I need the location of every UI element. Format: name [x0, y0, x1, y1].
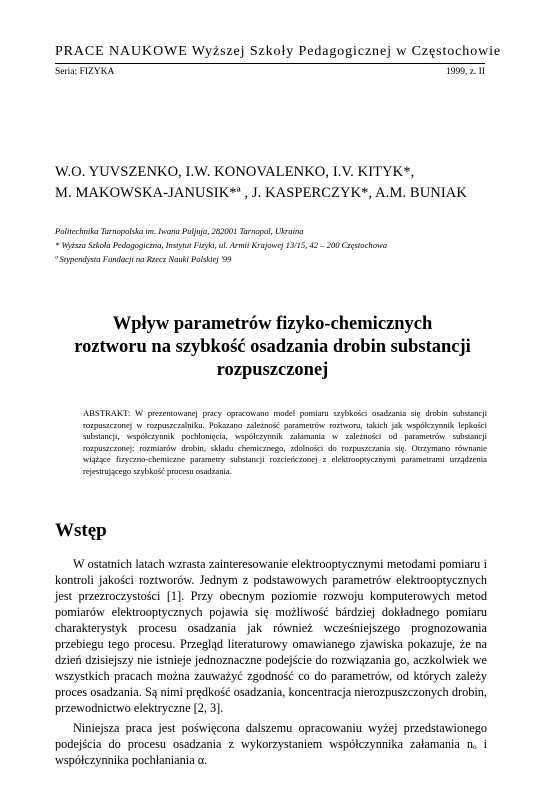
header-rule	[55, 63, 485, 64]
authors-line-1: W.O. YUVSZENKO, I.W. KONOVALENKO, I.V. KITYK*,	[55, 164, 415, 180]
author-list	[55, 162, 495, 204]
authors-line-2: M. MAKOWSKA-JANUSIK*ª , J. KASPERCZYK*, A.M. BUNIAK	[55, 185, 467, 201]
affiliation-2: * Wyższa Szkoła Pedagogiczna, Instytut Fizyki, ul. Armii Krajowej 13/15, 42 – 200 Częstochowa	[55, 240, 388, 250]
paragraph-1: W ostatnich latach wzrasta zainteresowanie elektrooptycznymi metodami pomiaru i kontroli jakości roztworów. Jednym z podstawowych parametrów elektrooptycznych jest przezroczystości [1]. Przy obecnym poziomie rozwoju komputerowych metod pomiarów elektrooptycznych pojawia się możliwość bárdziej dokładnego pomiaru charakterystyk procesu osadzania jak również wcześniejszego prognozowania przebiegu tego procesu. Przegląd literaturowy omawianego zjawiska pokazuje, że na dzień dzisiejszy nie istnieje jednoznaczne podejście do rozwiązania go, aczkolwiek we wszystkich pracach można zauważyć zgodność co do parametrów, od których zależy proces osadzania. Są nimi prędkość osadzania, koncentracja nierozpuszczonych drobin, przewodnictwo elektryczne [2, 3].	[55, 557, 487, 715]
abstract: ABSTRAKT: W prezentowanej pracy opracowano model pomiaru szybkości osadzania się drobin substancji rozpuszczonej w rozpuszczalniku. Pokazano zależność parametrów roztworu, takich jak współczynnik lepkości substancji, współczynnik pochłonięcia, współczynnik załamania w zależności od parametrów substancji rozpuszczonej: rozmiarów drobin, składu chemicznego, zdolności do rozpuszczania się. Otrzymano równanie wiążące fizyczno-chemiczne parametry substancji rozcieńczonej z elektrooptycznymi parametrami urządzenia rejestrującego szybkość procesu osadzania.	[83, 408, 487, 476]
section-body	[55, 556, 487, 772]
series-label: Seria: FIZYKA	[55, 67, 115, 77]
paper-title	[50, 313, 495, 382]
affiliation-3: ª Stypendysta Fundacji na Rzecz Nauki Polskiej '99	[55, 254, 232, 264]
title-line-1: Wpływ parametrów fizyko-chemicznych	[112, 314, 433, 334]
paragraph-2: Niniejsza praca jest poświęcona dalszemu opracowaniu wyżej przedstawionego podejścia do procesu osadzania z wykorzystaniem współczynnika załamania nₒ i współczynnika pochłaniania α.	[55, 721, 487, 767]
title-line-2: roztworu na szybkość osadzania drobin substancji	[74, 337, 471, 357]
year-issue: 1999, z. II	[445, 67, 485, 77]
affiliations	[55, 224, 495, 266]
journal-header: PRACE NAUKOWE Wyższej Szkoły Pedagogicznej w Częstochowie	[55, 44, 502, 59]
title-line-3: rozpuszczonej	[216, 360, 329, 380]
section-heading: Wstęp	[55, 520, 107, 541]
affiliation-1: Politechnika Tarnopolska im. Iwana Puljuja, 282001 Tarnopol, Ukraina	[55, 226, 304, 236]
